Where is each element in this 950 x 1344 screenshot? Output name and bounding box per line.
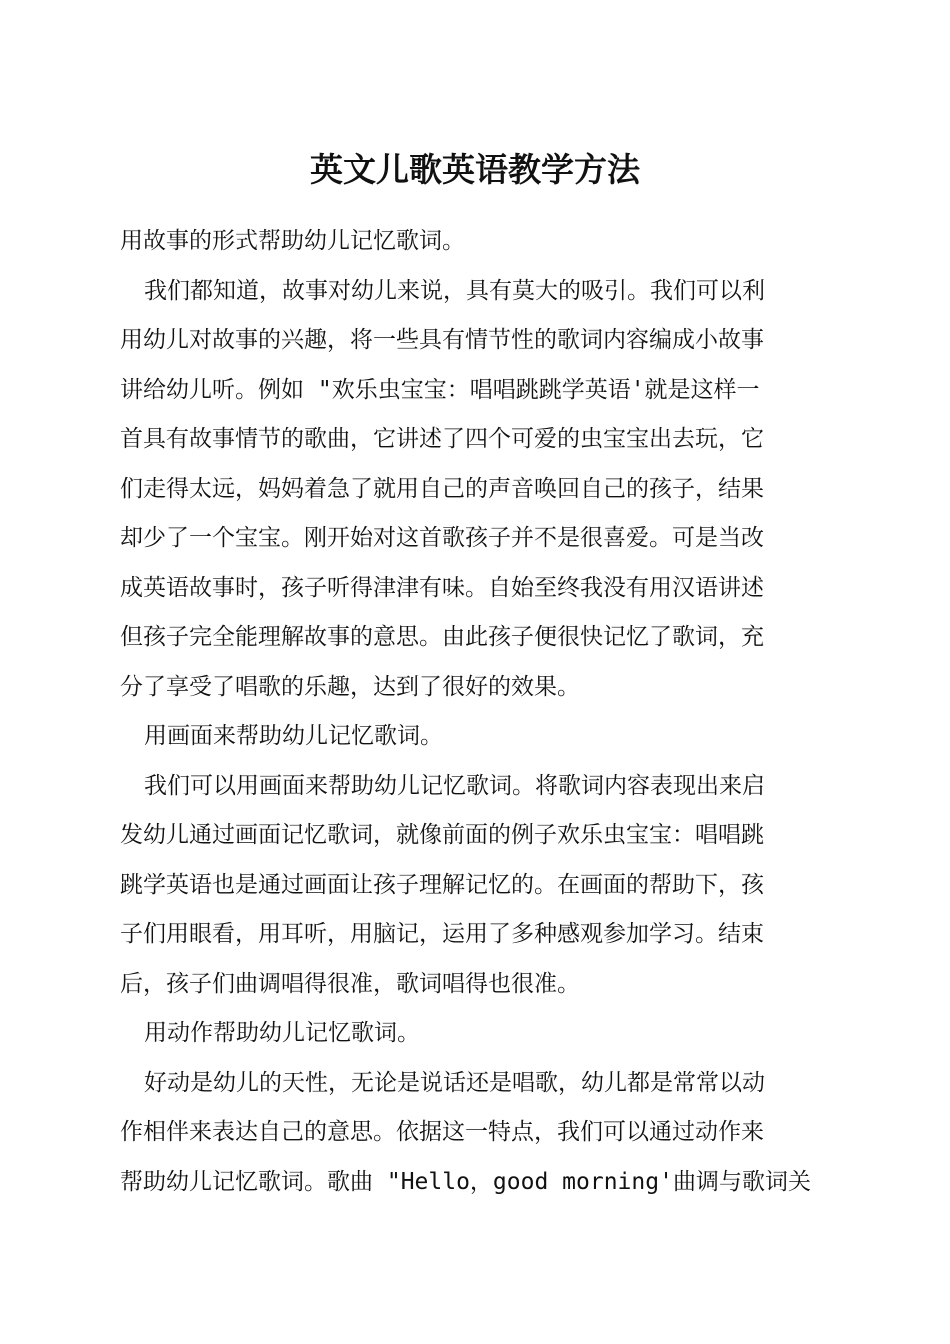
paragraph-line: 我们都知道，故事对幼儿来说，具有莫大的吸引。我们可以利: [144, 277, 765, 304]
paragraph-line: 发幼儿通过画面记忆歌词，就像前面的例子欢乐虫宝宝：唱唱跳: [120, 822, 764, 848]
paragraph-line: 们走得太远，妈妈着急了就用自己的声音唤回自己的孩子，结果: [120, 475, 764, 502]
paragraph-line: 子们用眼看，用耳听，用脑记，运用了多种感观参加学习。结束: [120, 921, 764, 947]
paragraph-line: 用幼儿对故事的兴趣，将一些具有情节性的歌词内容编成小故事: [120, 327, 764, 353]
document-title: 英文儿歌英语教学方法: [310, 150, 640, 189]
paragraph-line: 跳学英语也是通过画面让孩子理解记忆的。在画面的帮助下，孩: [120, 871, 764, 898]
paragraph-line: 却少了一个宝宝。刚开始对这首歌孩子并不是很喜爱。可是当改: [120, 525, 764, 551]
document-body: [120, 217, 832, 1207]
heading-picture: 用画面来帮助幼儿记忆歌词。: [144, 723, 443, 749]
paragraph-line: 后，孩子们曲调唱得很准，歌词唱得也很准。: [120, 970, 580, 997]
paragraph-line: 作相伴来表达自己的意思。依据这一特点，我们可以通过动作来: [120, 1119, 764, 1145]
paragraph-line: 但孩子完全能理解故事的意思。由此孩子便很快记忆了歌词，充: [120, 624, 764, 650]
heading-action: 用动作帮助幼儿记忆歌词。: [144, 1020, 420, 1046]
paragraph-line: 好动是幼儿的天性，无论是说话还是唱歌，幼儿都是常常以动: [144, 1069, 765, 1096]
paragraph-line: 帮助幼儿记忆歌词。歌曲 "Hello，good morning'曲调与歌词关: [120, 1168, 811, 1195]
heading-story: 用故事的形式帮助幼儿记忆歌词。: [120, 228, 465, 254]
paragraph-line: 分了享受了唱歌的乐趣，达到了很好的效果。: [120, 673, 580, 700]
paragraph-line: 讲给幼儿听。例如 "欢乐虫宝宝：唱唱跳跳学英语'就是这样一: [120, 376, 760, 403]
paragraph-line: 首具有故事情节的歌曲，它讲述了四个可爱的虫宝宝出去玩，它: [120, 426, 764, 452]
paragraph-line: 我们可以用画面来帮助幼儿记忆歌词。将歌词内容表现出来启: [144, 772, 765, 799]
paragraph-line: 成英语故事时，孩子听得津津有味。自始至终我没有用汉语讲述: [120, 574, 764, 601]
